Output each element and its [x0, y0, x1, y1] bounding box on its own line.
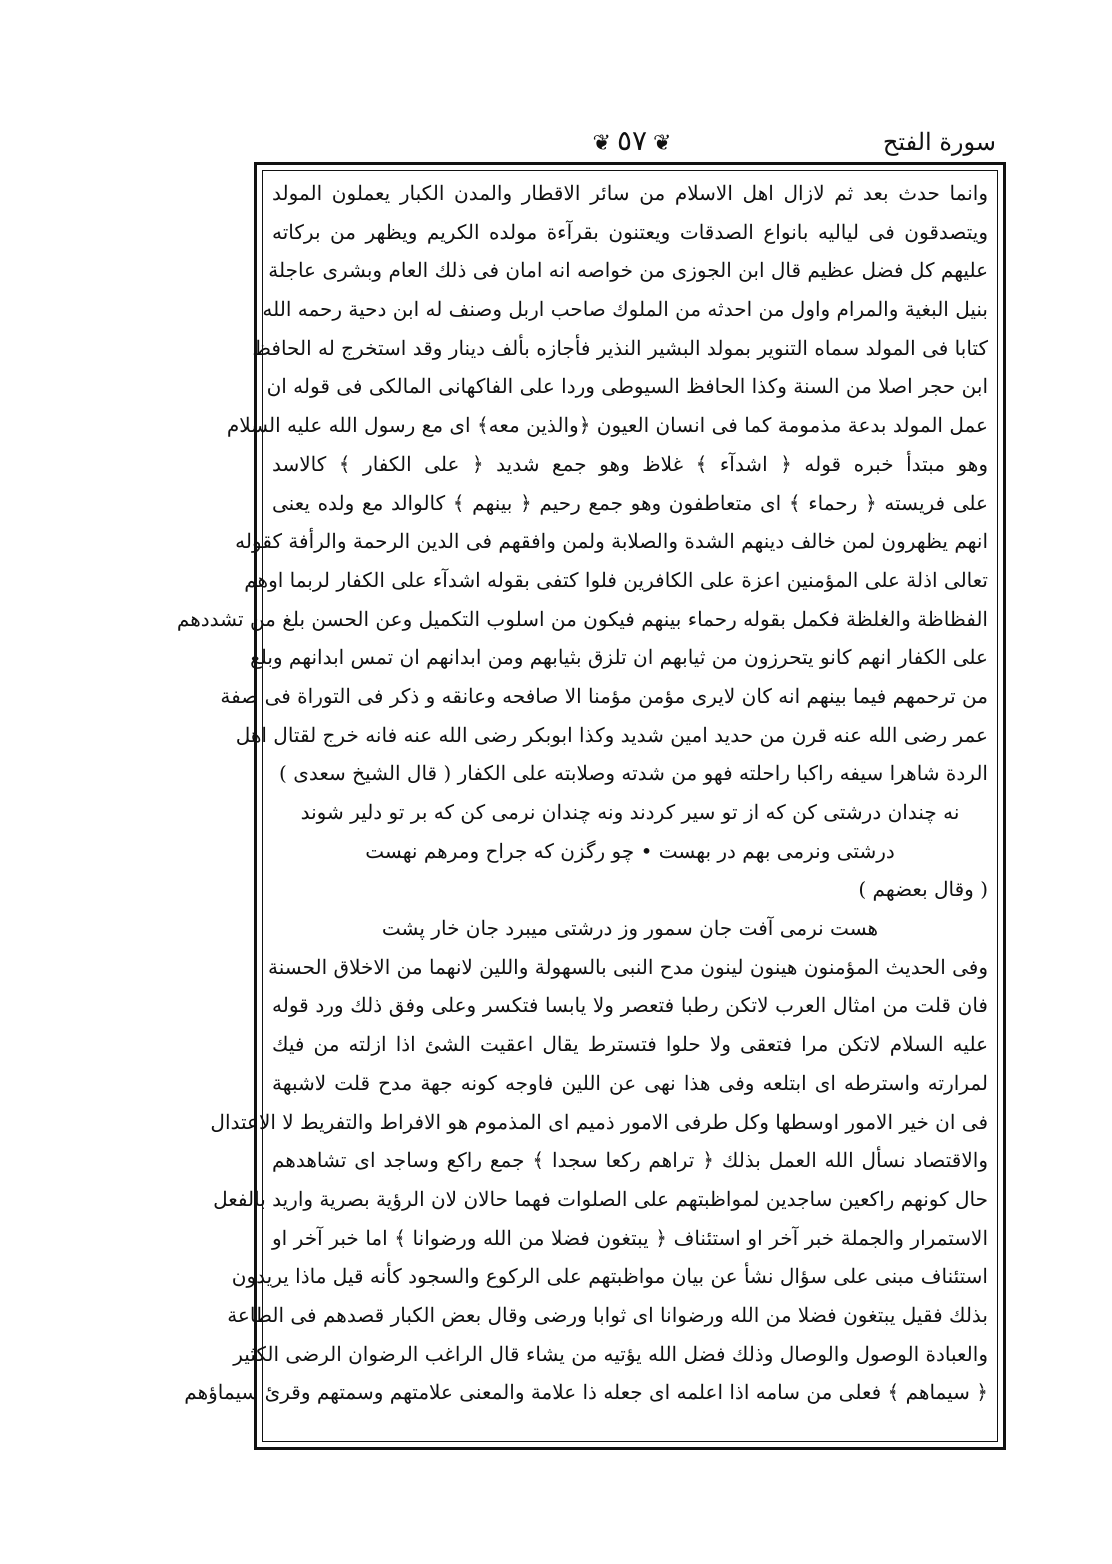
text-line: استئناف مبنى على سؤال نشأ عن بيان مواظبتهم على الركوع والسجود كأنه قيل ماذا يريدون [231, 1264, 988, 1289]
text-line: ﴿ سيماهم ﴾ فعلى من سامه اذا اعلمه اى جعله ذا علامة والمعنى علامتهم وسمتهم وقرئ سيماؤهم [184, 1380, 988, 1405]
text-line: وهو مبتدأ خبره قوله ﴿ اشدآء ﴾ غلاظ وهو جمع شديد ﴿ على الكفار ﴾ كالاسد [272, 451, 988, 476]
text-line: وفى الحديث المؤمنون هينون لينون مدح النبى بالسهولة واللين لانهما من الاخلاق الحسنة [268, 954, 988, 979]
text-line: فان قلت من امثال العرب لاتكن رطبا فتعصر ولا يابسا فتكسر وعلى وفق ذلك ورد قوله [272, 993, 988, 1018]
surah-title: سورة الفتح [882, 128, 996, 156]
text-line: عمر رضى الله عنه قرن من حديد امين شديد وكذا ابوبكر رضى الله عنه فانه خرج لقتال اهل [235, 722, 988, 747]
text-body [176, 174, 988, 1412]
text-line: انهم يظهرون لمن خالف دينهم الشدة والصلابة ولمن وافقهم فى الدين الرحمة والرأفة كقوله [235, 529, 988, 554]
text-line: تعالى اذلة على المؤمنين اعزة على الكافرين فلوا كتفى بقوله اشدآء على الكفار لربما اوهم [244, 567, 988, 592]
left-ornament-icon: ❦ [653, 131, 672, 156]
poem-line: نه چندان درشتى كن كه از تو سير كردند ونه چندان نرمى كن كه بر تو دلير شوند [300, 800, 960, 824]
text-line: ابن حجر اصلا من السنة وكذا الحافظ السيوطى وردا على الفاكهانى المالكى فى قوله ان [266, 374, 988, 399]
right-ornament-icon: ❦ [592, 131, 611, 156]
text-line: ( وقال بعضهم ) [858, 877, 988, 902]
page-header [262, 120, 1002, 162]
text-line: عليه السلام لاتكن مرا فتعقى ولا حلوا فتسترط يقال اعقيت الشئ اذا ازلته من فيك [272, 1032, 988, 1057]
poem-line: هست نرمى آفت جان سمور وز درشتى ميبرد جان خار پشت [381, 916, 879, 941]
text-line: لمرارته واسترطه اى ابتلعه وفى هذا نهى عن اللين فاوجه كونه جهة مدح قلت لاشبهة [272, 1070, 988, 1095]
text-line: على فريسته ﴿ رحماء ﴾ اى متعاطفون وهو جمع رحيم ﴿ بينهم ﴾ كالوالد مع ولده يعنى [272, 490, 988, 515]
text-line: الاستمرار والجملة خبر آخر او استئناف ﴿ يبتغون فضلا من الله ورضوانا ﴾ اما خبر آخر او [272, 1225, 988, 1250]
text-line: عليهم كل فضل عظيم قال ابن الجوزى من خواصه انه امان فى ذلك العام وبشرى عاجلة [268, 258, 988, 283]
text-line: والاقتصاد نسأل الله العمل بذلك ﴿ تراهم ركعا سجدا ﴾ جمع راكع وساجد اى تشاهدهم [272, 1148, 988, 1173]
text-line: بذلك فقيل يبتغون فضلا من الله ورضوانا اى ثوابا ورضى وقال بعض الكبار قصدهم فى الطاعة [227, 1302, 988, 1327]
text-line: فى ان خير الامور اوسطها وكل طرفى الامور ذميم اى المذموم هو الافراط والتفريط لا الاعتدال [210, 1109, 988, 1134]
text-line: بنيل البغية والمرام واول من احدثه من الملوك صاحب اربل وصنف له ابن دحية رحمه الله [262, 297, 988, 322]
poem-line: درشتى ونرمى بهم در بهست • چو رگزن كه جراح ومرهم نهست [365, 838, 895, 863]
text-line: ويتصدقون فى لياليه بانواع الصدقات ويعتنون بقرآءة مولده الكريم ويظهر من بركاته [272, 219, 988, 244]
text-line: الفظاظة والغلظة فكمل بقوله رحماء بينهم فيكون من اسلوب التكميل وعن الحسن بلغ من تشددهم [176, 606, 988, 631]
page-number-block [562, 124, 702, 157]
text-line: حال كونهم راكعين ساجدين لمواظبتهم على الصلوات فهما حالان لان الرؤية بصرية واريد بالفعل [213, 1186, 988, 1211]
text-line: من ترحمهم فيما بينهم انه كان لايرى مؤمن مؤمنا الا صافحه وعانقه و ذكر فى التوراة فى صفة [220, 683, 988, 708]
text-line: والعبادة الوصول والوصال وذلك فضل الله يؤتيه من يشاء قال الراغب الرضوان الرضى الكثير [233, 1341, 988, 1366]
text-line: الردة شاهرا سيفه راكبا راحلته فهو من شدته وصلابته على الكفار ( قال الشيخ سعدى ) [279, 761, 988, 786]
text-line: عمل المولد بدعة مذمومة كما فى انسان العيون ﴿والذين معه﴾ اى مع رسول الله عليه السلام [226, 413, 988, 438]
page-number: ٥٧ [616, 124, 648, 157]
text-line: وانما حدث بعد ثم لازال اهل الاسلام من سائر الاقطار والمدن الكبار يعملون المولد [272, 181, 988, 205]
text-line: كتابا فى المولد سماه التنوير بمولد البشير النذير فأجازه بألف دينار وقد استخرج له الحافظ [252, 335, 988, 360]
text-line: على الكفار انهم كانو يتحرزون من ثيابهم ان تلزق بثيابهم ومن ابدانهم ان تمس ابدانهم وبلغ [250, 645, 988, 670]
